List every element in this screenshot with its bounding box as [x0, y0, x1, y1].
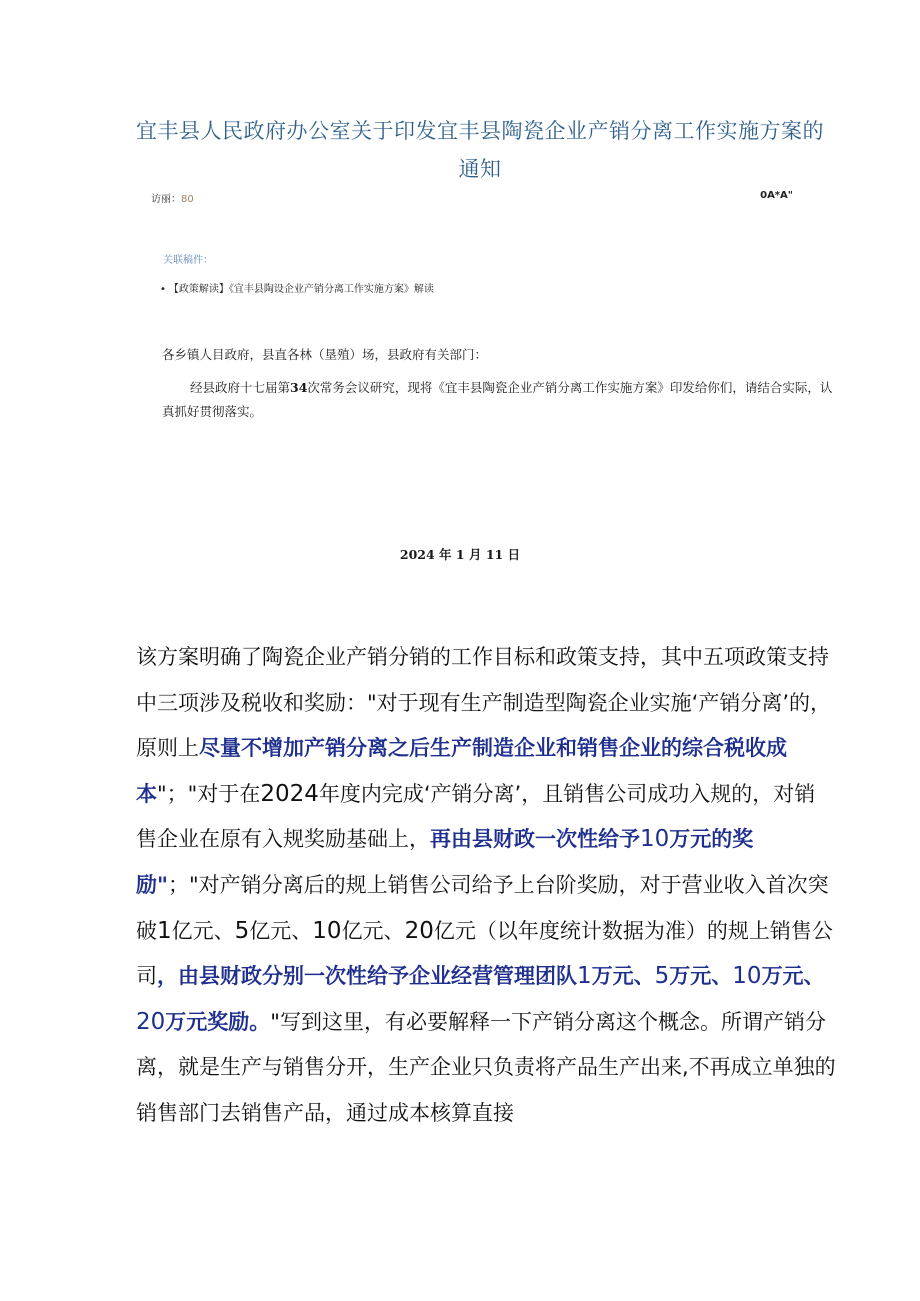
notice-body: [162, 376, 834, 424]
highlight-number: 10: [640, 826, 670, 853]
commentary-text: 该方案明确了陶瓷企业产销分销的工作目标和政策支持，其中五项政策支持中三项涉及税收和奖励："对于现有生产制造型陶瓷企业实施‘产销分离’的，原则上: [136, 645, 832, 761]
commentary-text: 亿元、: [341, 918, 405, 943]
commentary-text: 亿元（以年度统计数据为准）的规上销售公司: [136, 918, 833, 989]
highlight-number: 5: [654, 963, 670, 990]
visit-label: 访丽：: [151, 194, 181, 205]
highlight-number: 1: [577, 963, 592, 990]
highlight-text: 万元奖励。: [165, 1009, 271, 1034]
commentary-text: "写到这里，有必要解释一下产销分离这个概念。所谓产销分离，就是生产与销售分开，生产企业只负责将产品生产出来,不再成立单独的销售部门去销售产品，通过成本核算直接: [136, 1009, 836, 1125]
commentary-text: 年度内完成‘产销分离’，且销售公司成功入规的，对销售企业在原有入规奖励基础上，: [136, 781, 816, 852]
date-month: 1: [455, 547, 465, 562]
commentary-text: ；"对产销分离后的规上销售公司给予上台阶奖励，对于营业收入首次突破: [136, 872, 829, 943]
number-text: 5: [234, 917, 250, 944]
related-article-title[interactable]: 【政策解读】《宜丰县陶设企业产销分离工作实施方案》解读: [168, 284, 434, 295]
date-year: 2024: [399, 547, 435, 562]
meta-row: [151, 190, 793, 208]
highlight-number: 20: [136, 1008, 166, 1035]
addressee: 各乡镇人目政府，县直各林（垦殖）场，县政府有关部门：: [162, 347, 488, 362]
body-text: 次常务会议研究，现将《宜丰县陶瓷企业产销分离工作实施方案》印发给你们，请结合实际，认真抓好贯彻落实。: [162, 380, 833, 419]
highlight-text: 万元、: [761, 964, 825, 989]
commentary-text: "；"对于在: [157, 781, 261, 806]
commentary-paragraph: [136, 635, 836, 1137]
highlight-text: 万元、: [591, 964, 655, 989]
date-unit: 年: [439, 547, 452, 562]
highlight-text: ，由县财政分别一次性给予企业经营管理团队: [157, 964, 577, 989]
body-text: 经县政府十七届第: [190, 380, 291, 395]
highlight-text: 万元的奖励": [136, 827, 754, 897]
related-article-link[interactable]: [160, 280, 434, 295]
font-size-controls[interactable]: 0A*A": [760, 190, 793, 201]
related-articles-heading: 关联稿件：: [163, 255, 213, 266]
number-text: 1: [157, 917, 172, 944]
issue-date: [300, 545, 620, 563]
number-text: 2024: [260, 780, 319, 807]
page-title: 宜丰县人民政府办公室关于印发宜丰县陶瓷企业产销分离工作实施方案的通知: [136, 119, 824, 181]
date-day: 11: [485, 547, 504, 562]
highlight-text: 尽量不增加产销分离之后生产制造企业和销售企业的综合税收成本: [136, 736, 787, 806]
highlight-text: 万元、: [669, 964, 733, 989]
date-unit: 日: [507, 547, 521, 562]
highlight-text: 再由县财政一次性给予: [430, 827, 640, 852]
number-text: 20: [404, 917, 434, 944]
bullet-icon: •: [160, 284, 166, 295]
date-unit: 月: [468, 547, 482, 562]
commentary-text: 亿元、: [171, 918, 235, 943]
visit-count: 80: [181, 194, 194, 205]
visit-counter: [151, 190, 194, 205]
highlight-number: 10: [732, 963, 762, 990]
commentary-text: 亿元、: [249, 918, 313, 943]
session-number: 34: [290, 380, 308, 395]
number-text: 10: [312, 917, 342, 944]
